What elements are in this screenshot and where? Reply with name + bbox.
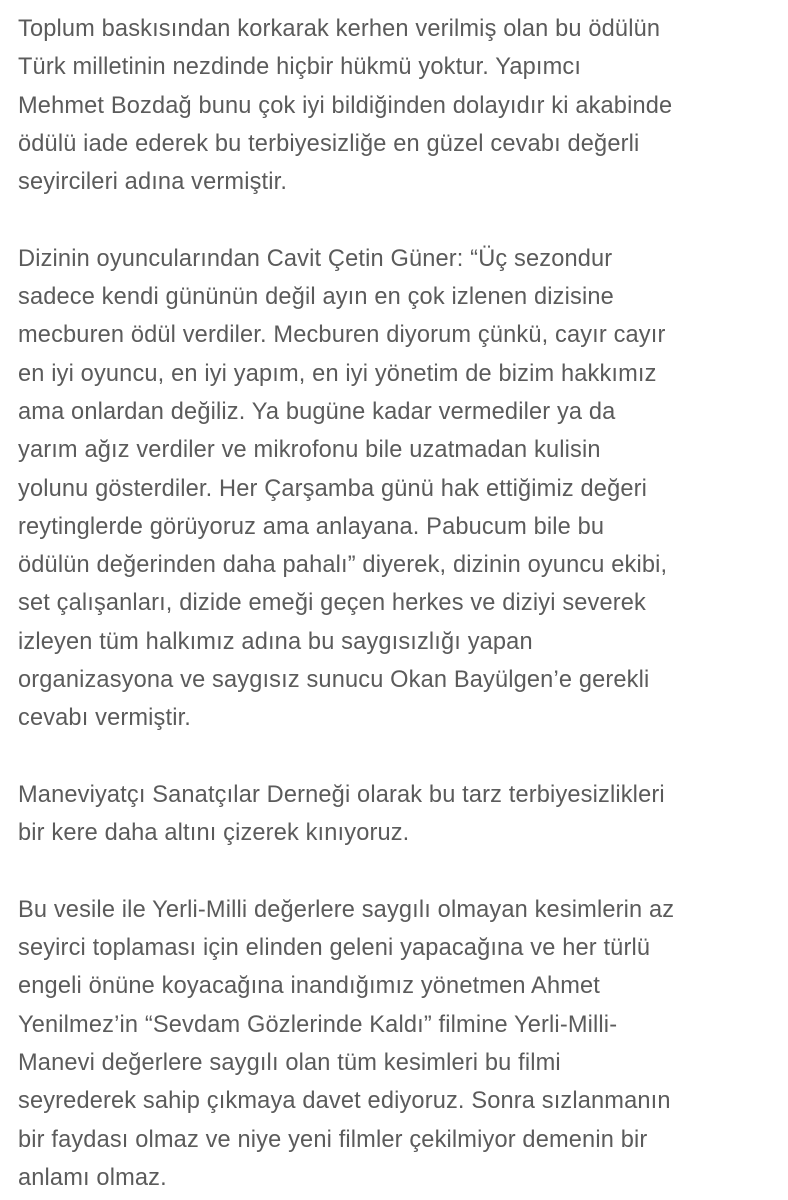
text-line: ödülün değerinden daha pahalı” diyerek, dizinin oyuncu ekibi,	[18, 552, 668, 579]
text-line: organizasyona ve saygısız sunucu Okan Bayülgen’e gerekli	[18, 667, 650, 694]
paragraph-spacer	[18, 201, 788, 239]
text-line: yarım ağız verdiler ve mikrofonu bile uzatmadan kulisin	[18, 437, 601, 464]
text-line: seyirci toplaması için elinden geleni yapacağına ve her türlü	[18, 935, 651, 962]
text-line: yolunu gösterdiler. Her Çarşamba günü hak ettiğimiz değeri	[18, 475, 648, 502]
text-line: seyrederek sahip çıkmaya davet ediyoruz. Sonra sızlanmanın	[18, 1088, 671, 1115]
text-line: sadece kendi gününün değil ayın en çok izlenen dizisine	[18, 284, 614, 311]
text-line: ama onlardan değiliz. Ya bugüne kadar vermediler ya da	[18, 398, 616, 425]
text-line: izleyen tüm halkımız adına bu saygısızlığı yapan	[18, 628, 533, 655]
text-line: seyircileri adına vermiştir.	[18, 169, 288, 196]
text-line: Dizinin oyuncularından Cavit Çetin Güner: “Üç sezondur	[18, 245, 613, 272]
text-line: bir kere daha altını çizerek kınıyoruz.	[18, 820, 410, 847]
text-line: reytinglerde görüyoruz ama anlayana. Pabucum bile bu	[18, 513, 605, 540]
text-line: en iyi oyuncu, en iyi yapım, en iyi yönetim de bizim hakkımız	[18, 360, 657, 387]
text-line: bir faydası olmaz ve niye yeni filmler çekilmiyor demenin bir	[18, 1126, 648, 1153]
text-line: Türk milletinin nezdinde hiçbir hükmü yoktur. Yapımcı	[18, 54, 582, 81]
text-line: anlamı olmaz.	[18, 1164, 167, 1191]
text-line: Mehmet Bozdağ bunu çok iyi bildiğinden dolayıdır ki akabinde	[18, 92, 673, 119]
text-line: cevabı vermiştir.	[18, 705, 191, 732]
text-line: set çalışanları, dizide emeği geçen herkes ve diziyi severek	[18, 590, 646, 617]
text-line: Yenilmez’in “Sevdam Gözlerinde Kaldı” filmine Yerli-Milli-	[18, 1011, 618, 1038]
paragraph-2	[18, 240, 788, 738]
text-line: mecburen ödül verdiler. Mecburen diyorum çünkü, cayır cayır	[18, 322, 666, 349]
text-line: Bu vesile ile Yerli-Milli değerlere saygılı olmayan kesimlerin az	[18, 896, 675, 923]
paragraph-spacer	[18, 738, 788, 776]
text-line: ödülü iade ederek bu terbiyesizliğe en güzel cevabı değerli	[18, 130, 640, 157]
paragraph-1	[18, 10, 788, 201]
paragraph-spacer	[18, 853, 788, 891]
text-line: Maneviyatçı Sanatçılar Derneği olarak bu tarz terbiyesizlikleri	[18, 781, 665, 808]
paragraph-3	[18, 776, 788, 853]
text-line: engeli önüne koyacağına inandığımız yönetmen Ahmet	[18, 973, 600, 1000]
article-body	[18, 10, 788, 1197]
paragraph-4	[18, 891, 788, 1197]
text-line: Manevi değerlere saygılı olan tüm kesimleri bu filmi	[18, 1050, 561, 1077]
text-line: Toplum baskısından korkarak kerhen verilmiş olan bu ödülün	[18, 16, 661, 42]
